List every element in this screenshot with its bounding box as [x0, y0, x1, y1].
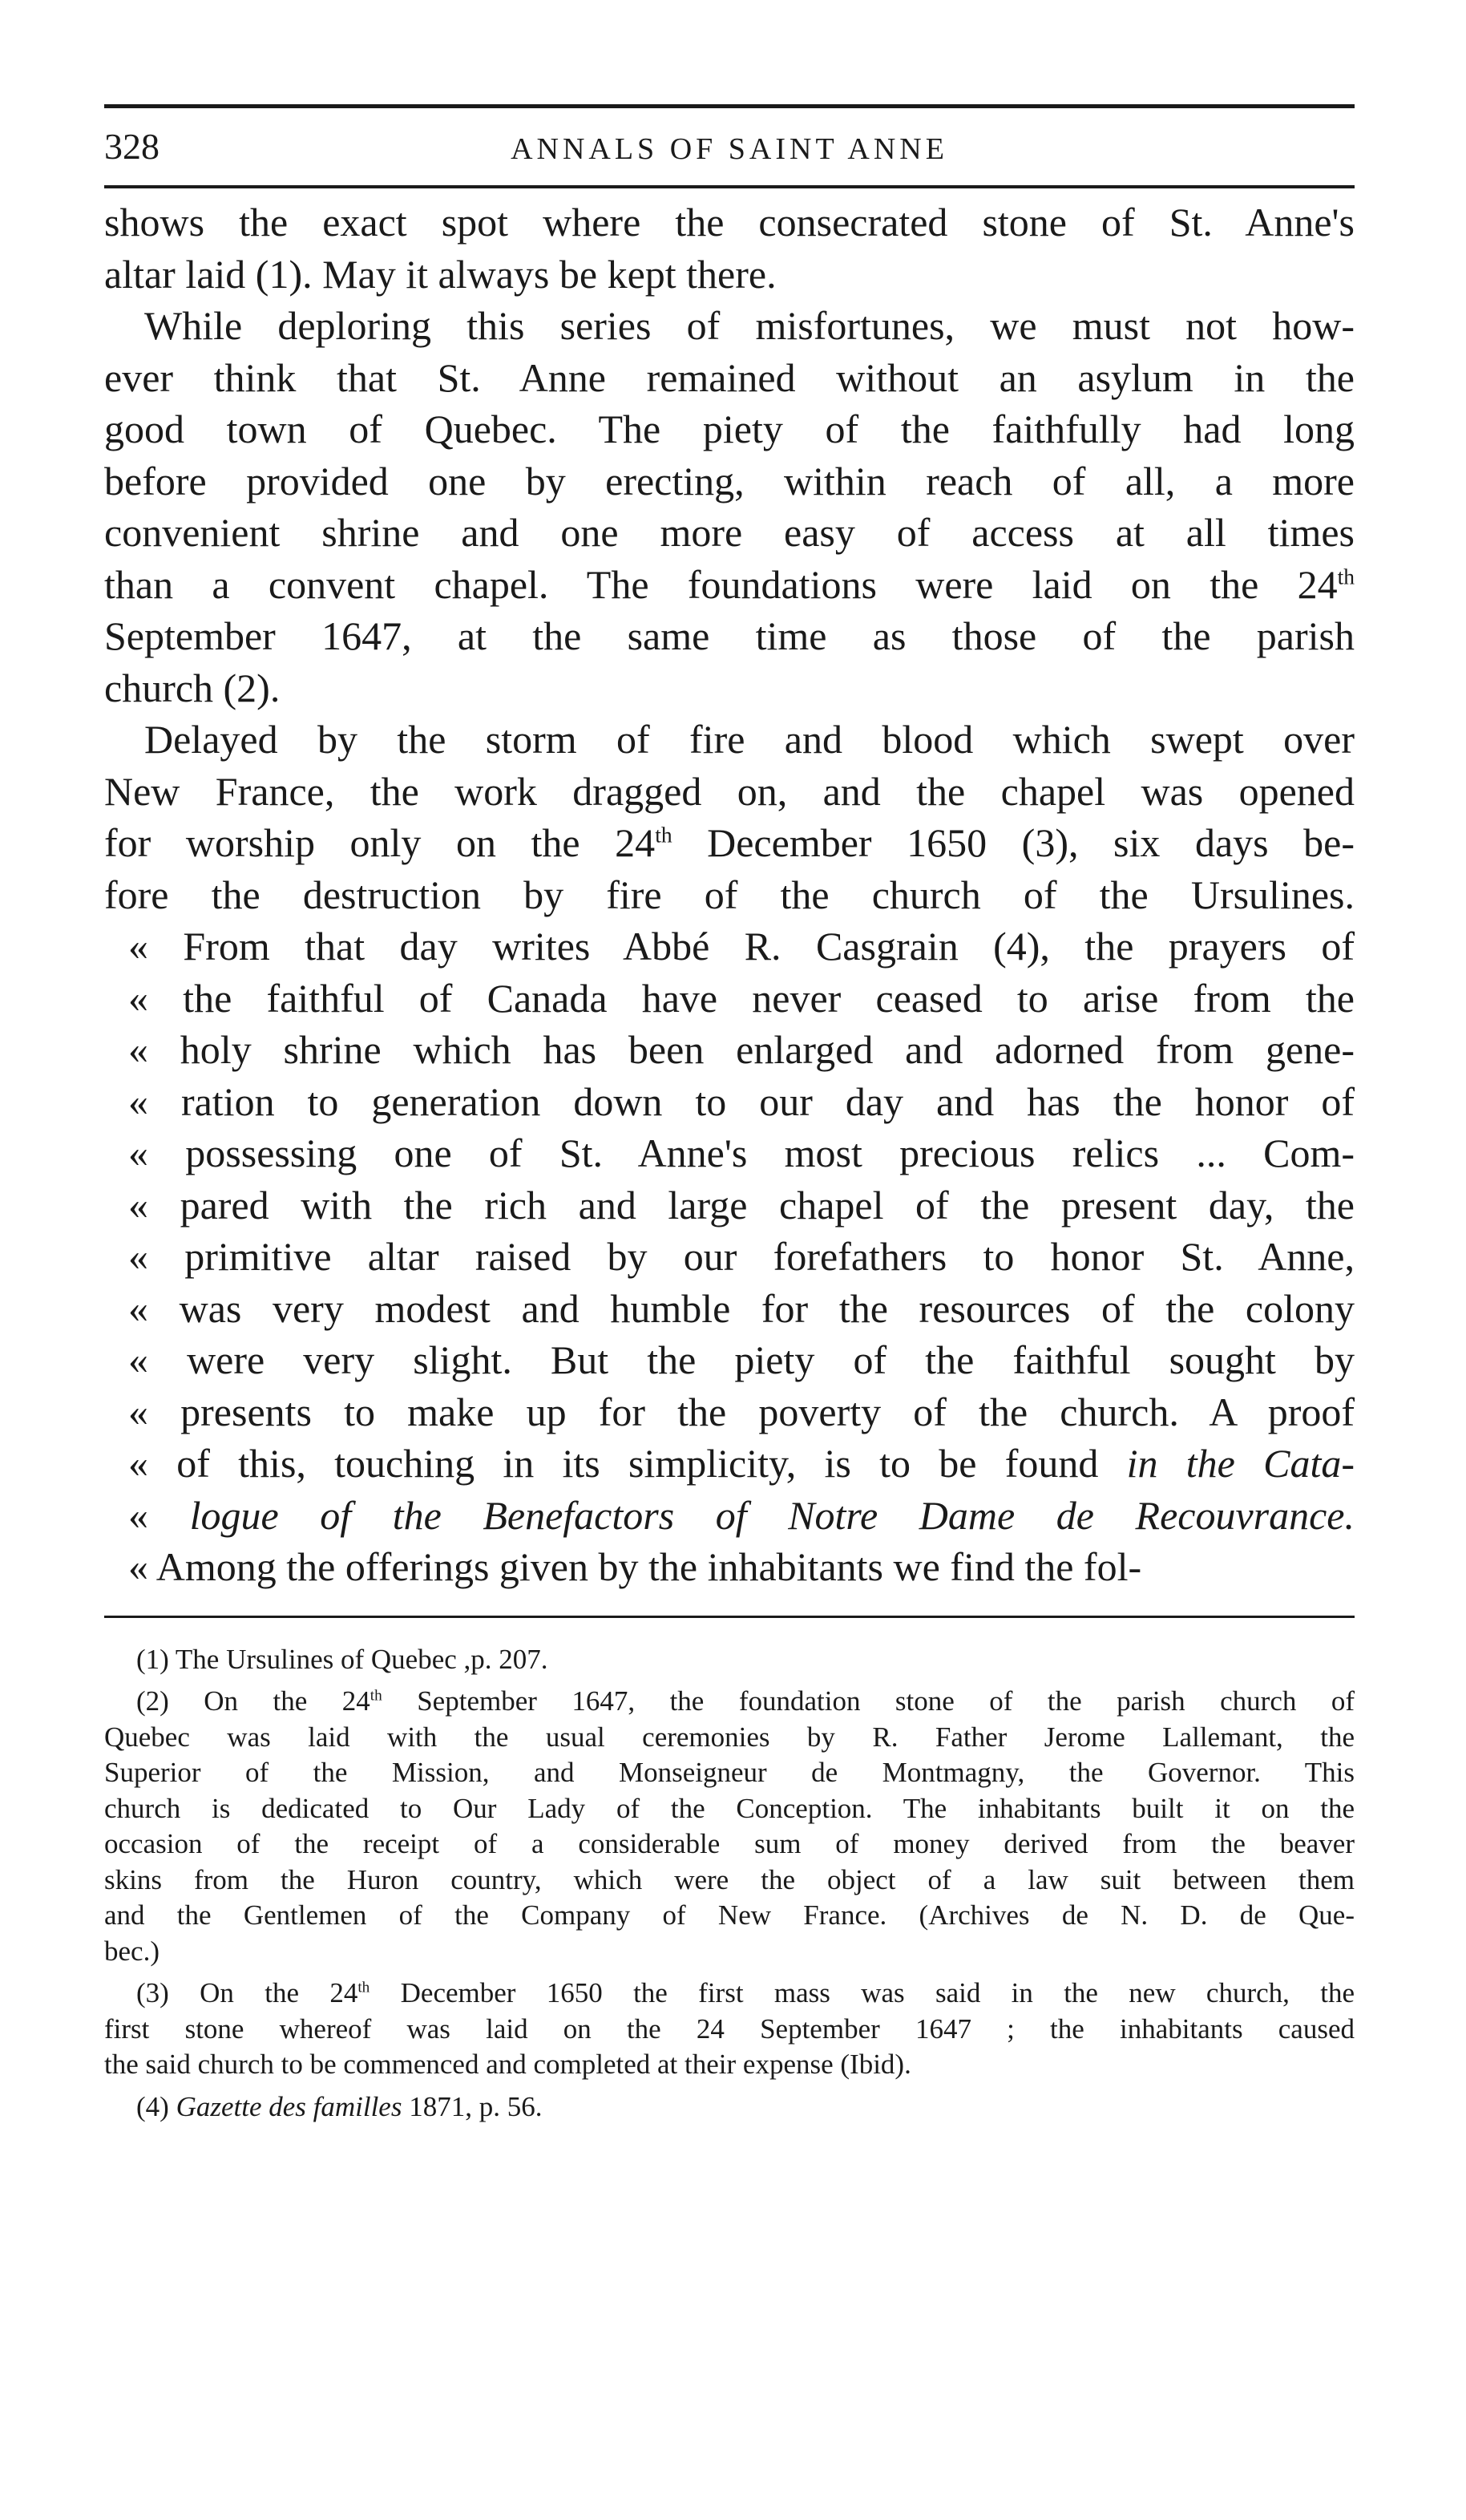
footnote-text: (4) [136, 2090, 176, 2122]
footnote-3-line: the said church to be commenced and completed at their expense (Ibid). [104, 2049, 911, 2080]
body-line-text: « of this, touching in its simplicity, is to be found [128, 1441, 1099, 1486]
body-line [104, 817, 1355, 869]
footnote-text: (3) On the 24 [136, 1977, 358, 2008]
body-line: ever think that St. Anne remained without an asylum in the [104, 354, 1355, 400]
quote-line: « were very slight. But the piety of the faithful sought by [128, 1337, 1355, 1382]
footnote-2-line: Superior of the Mission, and Monseigneur de Montmagny, the Governor. This [104, 1757, 1355, 1788]
footnote-1: (1) The Ursulines of Quebec ,p. 207. [136, 1643, 548, 1675]
body-line-text: than a convent chapel. The foundations were laid on the 24 [104, 561, 1338, 607]
body-line-text: December 1650 (3), six days be- [672, 820, 1355, 865]
quote-line: « the faithful of Canada have never ceased to arise from the [128, 975, 1355, 1021]
body-line [104, 559, 1355, 611]
footnote-text: (2) On the 24 [136, 1685, 370, 1717]
quote-line: « presents to make up for the poverty of the church. A proof [128, 1389, 1355, 1434]
ordinal-suffix: th [1337, 563, 1355, 589]
footnotes [104, 1642, 1355, 2126]
ordinal-suffix: th [357, 1979, 370, 1996]
body-line: before provided one by erecting, within reach of all, a more [104, 458, 1355, 504]
footnote-text: 1871, p. 56. [402, 2090, 543, 2122]
footnote-2-line: bec.) [104, 1935, 160, 1967]
quote-line: « Among the offerings given by the inhabitants we find the fol- [128, 1544, 1142, 1589]
italic-title: in the Cata- [1126, 1441, 1355, 1486]
quote-line: « was very modest and humble for the resources of the colony [128, 1285, 1355, 1331]
body-line: fore the destruction by fire of the church of the Ursulines. [104, 872, 1355, 917]
footnote-rule [104, 1616, 1355, 1618]
ordinal-suffix: th [370, 1687, 382, 1705]
quote-line: « primitive altar raised by our forefathers to honor St. Anne, [128, 1234, 1355, 1279]
footnote-2-line: occasion of the receipt of a considerable sum of money derived from the beaver [104, 1828, 1355, 1859]
quote-line: « From that day writes Abbé R. Casgrain (4), the prayers of [128, 924, 1355, 969]
footnote-2-line: Quebec was laid with the usual ceremonies by R. Father Jerome Lallemant, the [104, 1721, 1355, 1753]
quote-line: « ration to generation down to our day and has the honor of [128, 1078, 1355, 1124]
footnote-2-line: and the Gentlemen of the Company of New France. (Archives de N. D. de Que- [104, 1899, 1355, 1931]
footnote-3 [104, 1976, 1355, 2012]
body-line-text: for worship only on the 24 [104, 820, 656, 865]
body-line: While deploring this series of misfortunes, we must not how- [144, 303, 1355, 348]
page-number: 328 [104, 126, 160, 167]
footnote-2 [104, 1684, 1355, 1720]
running-head [104, 108, 1355, 185]
quote-mark: « [128, 1492, 148, 1538]
body-line: shows the exact spot where the consecrated stone of St. Anne's [104, 200, 1355, 245]
quote-line: « pared with the rich and large chapel of the present day, the [128, 1182, 1355, 1228]
body-line: convenient shrine and one more easy of access at all times [104, 510, 1355, 555]
running-title: ANNALS OF SAINT ANNE [511, 132, 948, 166]
body-line: altar laid (1). May it always be kept there. [104, 251, 777, 297]
quote-line: « possessing one of St. Anne's most precious relics ... Com- [128, 1131, 1355, 1175]
body-line: church (2). [104, 665, 281, 710]
footnote-text: December 1650 the first mass was said in the new church, the [370, 1977, 1355, 2008]
footnote-3-line: first stone whereof was laid on the 24 September 1647 ; the inhabitants caused [104, 2012, 1355, 2045]
quote-line [104, 1438, 1355, 1490]
footnote-4 [104, 2089, 1355, 2126]
page [104, 104, 1355, 2125]
footnote-2-line: church is dedicated to Our Lady of the Conception. The inhabitants built it on the [104, 1792, 1355, 1824]
footnote-text: September 1647, the foundation stone of the parish church of [382, 1685, 1355, 1717]
footnote-italic-title: Gazette des familles [176, 2090, 402, 2122]
body-text [104, 196, 1355, 1593]
quote-line [104, 1490, 1355, 1542]
body-line: Delayed by the storm of fire and blood which swept over [144, 717, 1355, 762]
body-line: good town of Quebec. The piety of the faithfully had long [104, 407, 1355, 451]
footnote-2-line: skins from the Huron country, which were the object of a law suit between them [104, 1863, 1355, 1895]
ordinal-suffix: th [655, 822, 672, 847]
quote-line: « holy shrine which has been enlarged and adorned from gene- [128, 1027, 1355, 1072]
body-line: New France, the work dragged on, and the chapel was opened [104, 768, 1355, 814]
italic-title: logue of the Benefactors of Notre Dame de Recouvrance. [189, 1492, 1355, 1538]
body-line: September 1647, at the same time as those of the parish [104, 613, 1355, 658]
